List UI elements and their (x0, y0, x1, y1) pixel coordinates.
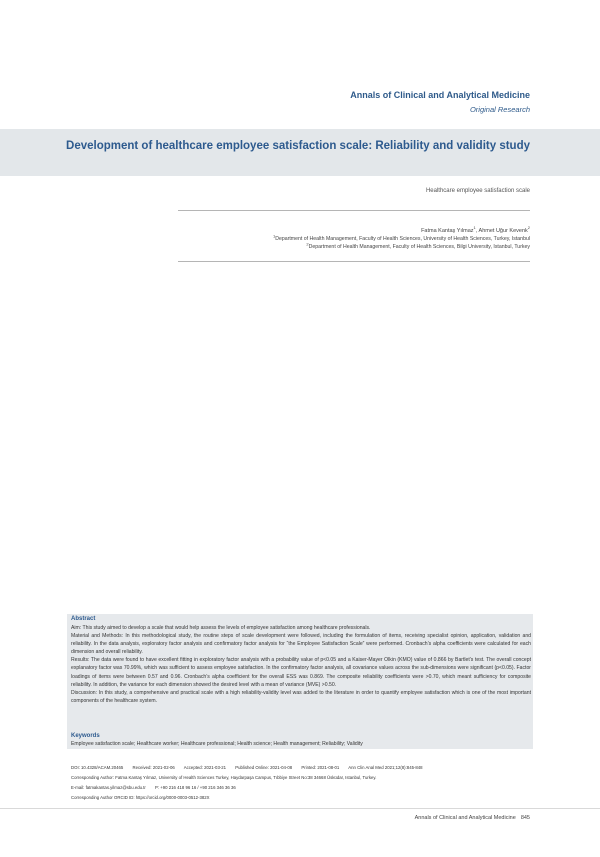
abstract-discussion: Discussion: In this study, a comprehensive and practical scale with a high reliability-validity level was added to the literature in order to quantify employee satisfaction which is one of the most important components of the healthcare system. (71, 689, 531, 704)
rule-bottom (178, 261, 530, 262)
abstract-aim: Aim: This study aimed to develop a scale that would help assess the levels of employee satisfaction among healthcare professionals. (71, 625, 371, 631)
abstract-heading: Abstract (71, 616, 96, 622)
author-1: Fatma Kantaş Yılmaz (421, 228, 474, 234)
printed-date: Printed: 2021-08-01 (301, 765, 340, 770)
author-2: , Ahmet Uğur Kevenk (475, 228, 528, 234)
abstract-body (71, 624, 531, 705)
published-date: Published Online: 2021-04-08 (235, 765, 293, 770)
article-title: Development of healthcare employee satisfaction scale: Reliability and validity study (66, 140, 530, 152)
journal-name: Annals of Clinical and Analytical Medicine (350, 90, 530, 100)
article-type: Original Research (469, 105, 530, 114)
affiliation-1 (272, 233, 530, 242)
author-2-sup: 2 (527, 225, 530, 231)
phone: P: +90 216 418 96 16 / +90 216 346 36 36 (155, 785, 236, 790)
running-title: Healthcare employee satisfaction scale (425, 188, 530, 194)
doi: DOI: 10.4328/ACAM.20465 (71, 765, 124, 770)
keywords-text: Employee satisfaction scale; Healthcare worker; Healthcare professional; Health science; Health management; Reliability; Validity (71, 741, 363, 747)
abstract-results: Results: The data were found to have excellent fitting in exploratory factor analysis with a probability value of p<0.05 and a Kaiser-Mayer Olkin (KMO) value of 0.866 by Bartlet’s test. The overall concept explanatory factor was 70.99%, which was sufficient to assess employee satisfaction. In the confirmatory factor analysis, all covariance values across the sub-dimensions were significant (p<0.05). Factor loadings of items were between 0.57 and 0.96. Cronbach’s alpha coefficient for the overall ESS was 0.869. The composite reliability coefficients were >0.70, which meant sufficiency for composite reliability. In addition, the variance for each dimension showed the desired level with a mean of variance (MVE) >0.50. (71, 657, 531, 688)
affiliation-2 (306, 241, 530, 250)
contact-line (71, 785, 244, 790)
page-number: 845 (520, 815, 530, 821)
affiliation-1-text: Department of Health Management, Faculty of Health Sciences, University of Health Sciences, Turkey, Istanbul (275, 236, 530, 242)
page-footer (415, 815, 530, 821)
author-list (421, 225, 530, 234)
footer-journal: Annals of Clinical and Analytical Medicine (414, 815, 516, 821)
affiliation-1-sup: 1 (272, 233, 276, 239)
abstract-methods: Material and Methods: In this methodological study, the routine steps of scale development were followed, including the formulation of items, receiving specialist opinion, application, validation and reliability. In the data analysis, exploratory factor analysis and confirmatory factor analysis for “the Employee Satisfaction Scale” were performed. Cronbach’s alpha coefficients were calculated for each dimension and overall reliability. (71, 633, 531, 656)
email: E-mail: fatmakantas.yilmaz@sbu.edu.tr (71, 785, 146, 790)
orcid: Corresponding Author ORCID ID: https://orcid.org/0000-0003-0512-382X (71, 795, 210, 800)
affiliation-2-sup: 2 (306, 241, 309, 247)
publication-dates (71, 765, 431, 770)
affiliation-2-text: Department of Health Management, Faculty of Health Sciences, Bilgi University, Istanbul, Turkey (308, 244, 530, 250)
author-1-sup: 1 (473, 225, 476, 231)
received-date: Received: 2021-02-06 (132, 765, 175, 770)
rule-top (178, 210, 530, 211)
footer-rule (0, 808, 600, 809)
accepted-date: Accepted: 2021-03-21 (183, 765, 227, 770)
corresponding-author: Corresponding Author: Fatma Kantaş Yılmaz, University of Health Sciences Turkey, Haydarpaşa Campus, Tıbbiye Street No:38 34668 Üsküdar, Istanbul, Turkey. (71, 775, 377, 780)
keywords-heading: Keywords (71, 733, 100, 739)
citation: Ann Clin Anal Med 2021;12(8):845-848 (348, 765, 423, 770)
